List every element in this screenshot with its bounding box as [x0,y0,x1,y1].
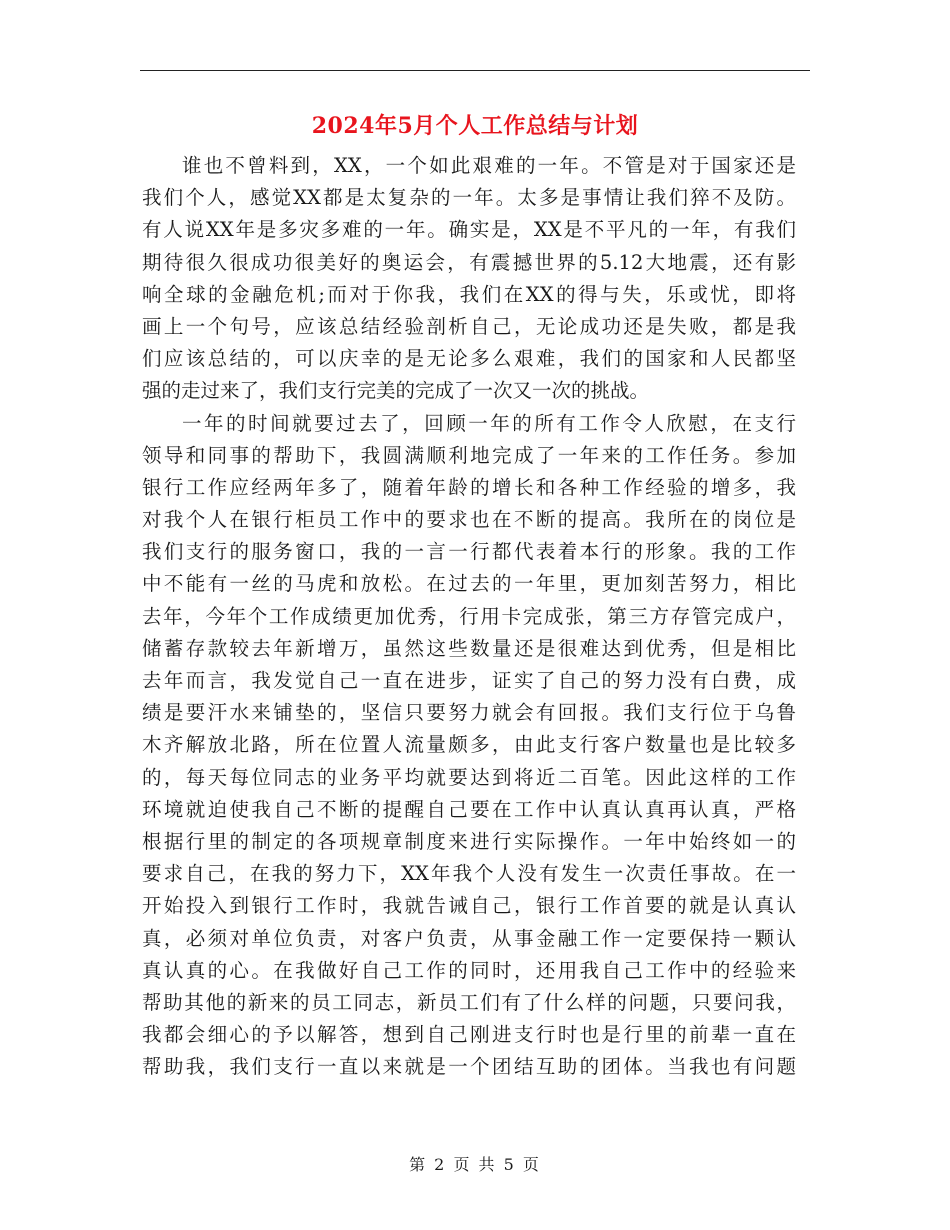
text-line: 我们个人，感觉XX都是太复杂的一年。太多是事情让我们猝不及防。 [142,186,796,210]
text-line: 真，必须对单位负责，对客户负责，从事金融工作一定要保持一颗认 [142,926,796,950]
text-line: 帮助其他的新来的员工同志，新员工们有了什么样的问题，只要问我， [142,990,796,1014]
text-line: 我们支行的服务窗口，我的一言一行都代表着本行的形象。我的工作 [142,540,796,564]
text-line: 绩是要汗水来铺垫的，坚信只要努力就会有回报。我们支行位于乌鲁 [142,701,796,725]
paragraph-2 [142,408,796,1084]
text-line: 木齐解放北路，所在位置人流量颇多，由此支行客户数量也是比较多 [142,733,796,757]
document-title: 2024年5月个人工作总结与计划 [311,113,639,139]
text-line: 真认真的心。在我做好自己工作的同时，还用我自己工作中的经验来 [142,958,796,982]
text-line: 去年，今年个工作成绩更加优秀，行用卡完成张，第三方存管完成户， [142,604,796,628]
text-line: 中不能有一丝的马虎和放松。在过去的一年里，更加刻苦努力，相比 [142,572,796,596]
text-line: 要求自己，在我的努力下，XX年我个人没有发生一次责任事故。在一 [142,862,796,886]
text-line: 们应该总结的，可以庆幸的是无论多么艰难，我们的国家和人民都坚 [142,347,796,371]
header-rule [140,70,810,71]
text-line: 谁也不曾料到，XX，一个如此艰难的一年。不管是对于国家还是 [182,154,796,177]
text-line: 储蓄存款较去年新增万，虽然这些数量还是很难达到优秀，但是相比 [142,636,796,660]
text-line: 我都会细心的予以解答，想到自己刚进支行时也是行里的前辈一直在 [142,1023,796,1047]
text-line: 一年的时间就要过去了，回顾一年的所有工作令人欣慰，在支行 [182,411,796,435]
text-line: 银行工作应经两年多了，随着年龄的增长和各种工作经验的增多，我 [142,475,796,499]
text-line: 帮助我，我们支行一直以来就是一个团结互助的团体。当我也有问题 [142,1055,796,1079]
text-line: 强的走过来了，我们支行完美的完成了一次又一次的挑战。 [142,379,650,403]
document-body [142,150,796,1083]
text-line: 有人说XX年是多灾多难的一年。确实是，XX是不平凡的一年，有我们 [142,218,796,242]
text-line: 期待很久很成功很美好的奥运会，有震撼世界的5.12大地震，还有影 [142,250,796,274]
text-line: 开始投入到银行工作时，我就告诫自己，银行工作首要的就是认真认 [142,894,796,918]
paragraph-1 [142,150,796,408]
text-line: 的，每天每位同志的业务平均就要达到将近二百笔。因此这样的工作 [142,765,796,789]
text-line: 领导和同事的帮助下，我圆满顺利地完成了一年来的工作任务。参加 [142,443,796,467]
text-line: 对我个人在银行柜员工作中的要求也在不断的提高。我所在的岗位是 [142,508,796,532]
text-line: 画上一个句号，应该总结经验剖析自己，无论成功还是失败，都是我 [142,314,796,338]
text-line: 去年而言，我发觉自己一直在进步，证实了自己的努力没有白费，成 [142,669,796,692]
page-number: 第 2 页 共 5 页 [409,1155,541,1174]
text-line: 环境就迫使我自己不断的提醒自己要在工作中认真认真再认真，严格 [142,797,796,821]
text-line: 响全球的金融危机;而对于你我，我们在XX的得与失，乐或忧，即将 [142,282,796,306]
text-line: 根据行里的制定的各项规章制度来进行实际操作。一年中始终如一的 [142,829,796,853]
